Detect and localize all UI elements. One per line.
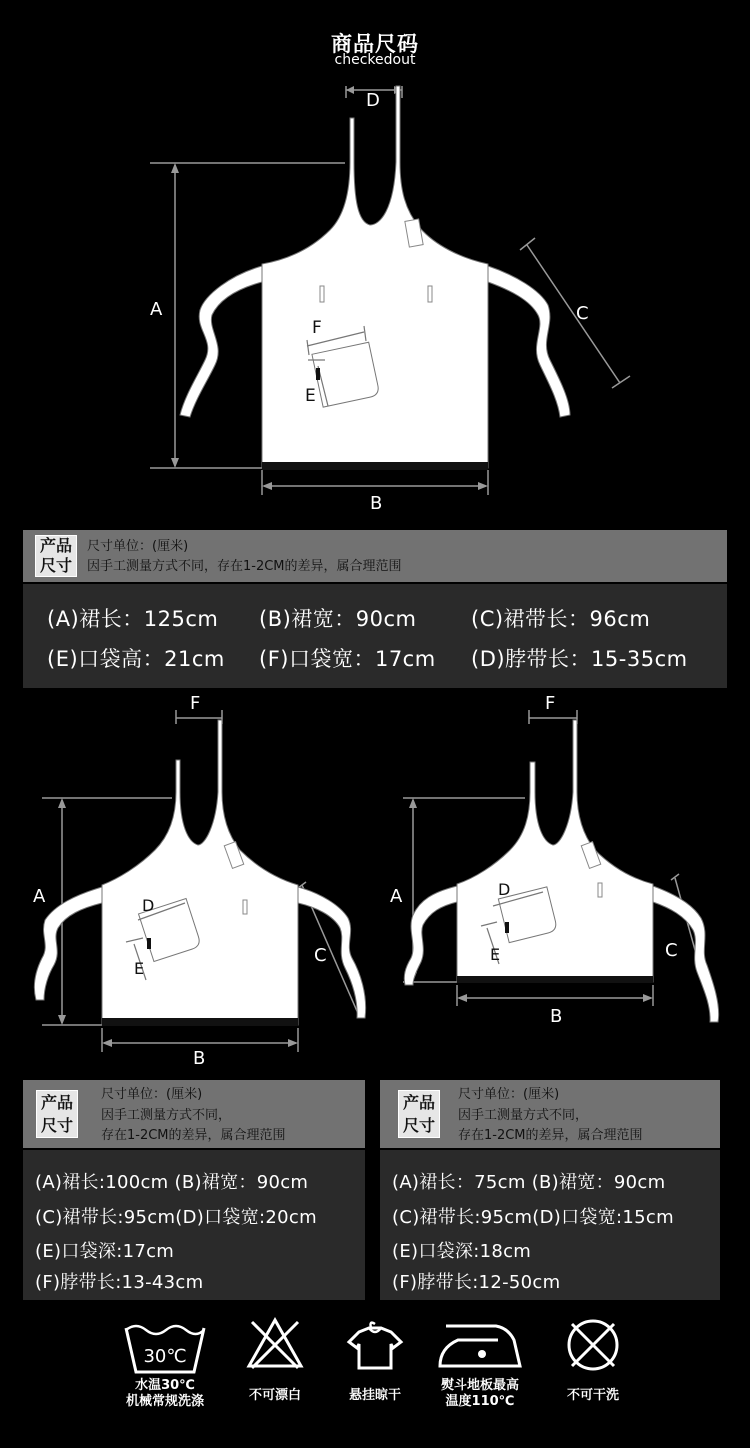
spec-pocket-height: (E)口袋高：21cm	[47, 647, 225, 671]
spec-pocket-width: (F)口袋宽：17cm	[259, 647, 436, 671]
label-a: A	[390, 886, 403, 907]
tolerance-note-line2: 存在1-2CM的差异，属合理范围	[458, 1128, 643, 1143]
label-b: B	[370, 493, 383, 514]
spec-row-2: (C)裙带长:95cm(D)口袋宽:20cm	[35, 1207, 317, 1228]
spec-row-3: (E)口袋深:18cm	[392, 1241, 532, 1262]
unit-note: 尺寸单位：(厘米)	[87, 539, 189, 554]
label-f: F	[312, 318, 322, 338]
label-d: D	[142, 896, 155, 915]
spec-apron-length: (A)裙长：125cm	[47, 607, 219, 631]
spec-row-1: (A)裙长:100cm (B)裙宽：90cm	[35, 1172, 309, 1193]
care-hang-dry-label: 悬挂晾干	[348, 1388, 401, 1403]
page-title: 商品尺码	[331, 32, 419, 56]
care-no-bleach-label: 不可漂白	[248, 1388, 301, 1403]
label-c: C	[314, 945, 327, 966]
label-e: E	[134, 959, 145, 978]
size-note-header	[23, 530, 727, 582]
label-f: F	[545, 693, 556, 714]
label-c: C	[665, 940, 678, 961]
apron-diagram-large	[0, 70, 750, 520]
unit-note: 尺寸单位：(厘米)	[458, 1087, 560, 1102]
care-wash-label: 水温30℃ 机械常规洗涤	[125, 1378, 204, 1409]
tolerance-note-line1: 因手工测量方式不同，	[101, 1108, 232, 1123]
spec-row-2: (C)裙带长:95cm(D)口袋宽:15cm	[392, 1207, 674, 1228]
wash-temp-text: 30℃	[143, 1346, 187, 1367]
spec-row-4: (F)脖带长:13-43cm	[35, 1272, 204, 1293]
no-dry-clean-icon	[564, 1316, 622, 1374]
label-d: D	[498, 880, 511, 899]
label-f: F	[190, 693, 201, 714]
care-no-dry-clean-label: 不可干洗	[566, 1388, 619, 1403]
label-a: A	[33, 886, 46, 907]
spec-row-3: (E)口袋深:17cm	[35, 1241, 175, 1262]
apron-diagram-small	[375, 700, 750, 1040]
label-b: B	[193, 1048, 206, 1069]
label-c: C	[576, 303, 589, 324]
size-badge: 产品 尺寸	[398, 1090, 440, 1138]
label-e: E	[490, 945, 501, 964]
hang-dry-icon	[345, 1316, 405, 1374]
label-b: B	[550, 1006, 563, 1027]
apron-diagram-medium	[0, 700, 375, 1070]
size-note-header	[23, 1080, 365, 1148]
spec-neck-strap: (D)脖带长：15-35cm	[471, 647, 688, 671]
spec-tie-length: (C)裙带长：96cm	[471, 607, 651, 631]
size-badge: 产品 尺寸	[35, 535, 77, 577]
label-a: A	[150, 299, 163, 320]
spec-row-4: (F)脖带长:12-50cm	[392, 1272, 561, 1293]
size-spec-panel	[23, 584, 727, 688]
unit-note: 尺寸单位：(厘米)	[101, 1087, 203, 1102]
page-subtitle: checkedout	[334, 52, 416, 68]
iron-110-icon	[436, 1316, 524, 1372]
wash-30-icon	[122, 1318, 208, 1376]
size-spec-panel	[380, 1150, 720, 1300]
no-bleach-icon	[246, 1316, 304, 1370]
care-iron-label: 熨斗地板最高 温度110℃	[440, 1378, 519, 1409]
tolerance-note-line2: 存在1-2CM的差异，属合理范围	[101, 1128, 286, 1143]
label-e: E	[305, 386, 316, 406]
spec-row-1: (A)裙长：75cm (B)裙宽：90cm	[392, 1172, 666, 1193]
spec-apron-width: (B)裙宽：90cm	[259, 607, 417, 631]
size-spec-panel	[23, 1150, 365, 1300]
tolerance-note: 因手工测量方式不同，存在1-2CM的差异，属合理范围	[87, 559, 402, 574]
tolerance-note-line1: 因手工测量方式不同，	[458, 1108, 589, 1123]
size-note-header	[380, 1080, 720, 1148]
size-badge: 产品 尺寸	[36, 1090, 78, 1138]
label-d: D	[366, 90, 380, 111]
